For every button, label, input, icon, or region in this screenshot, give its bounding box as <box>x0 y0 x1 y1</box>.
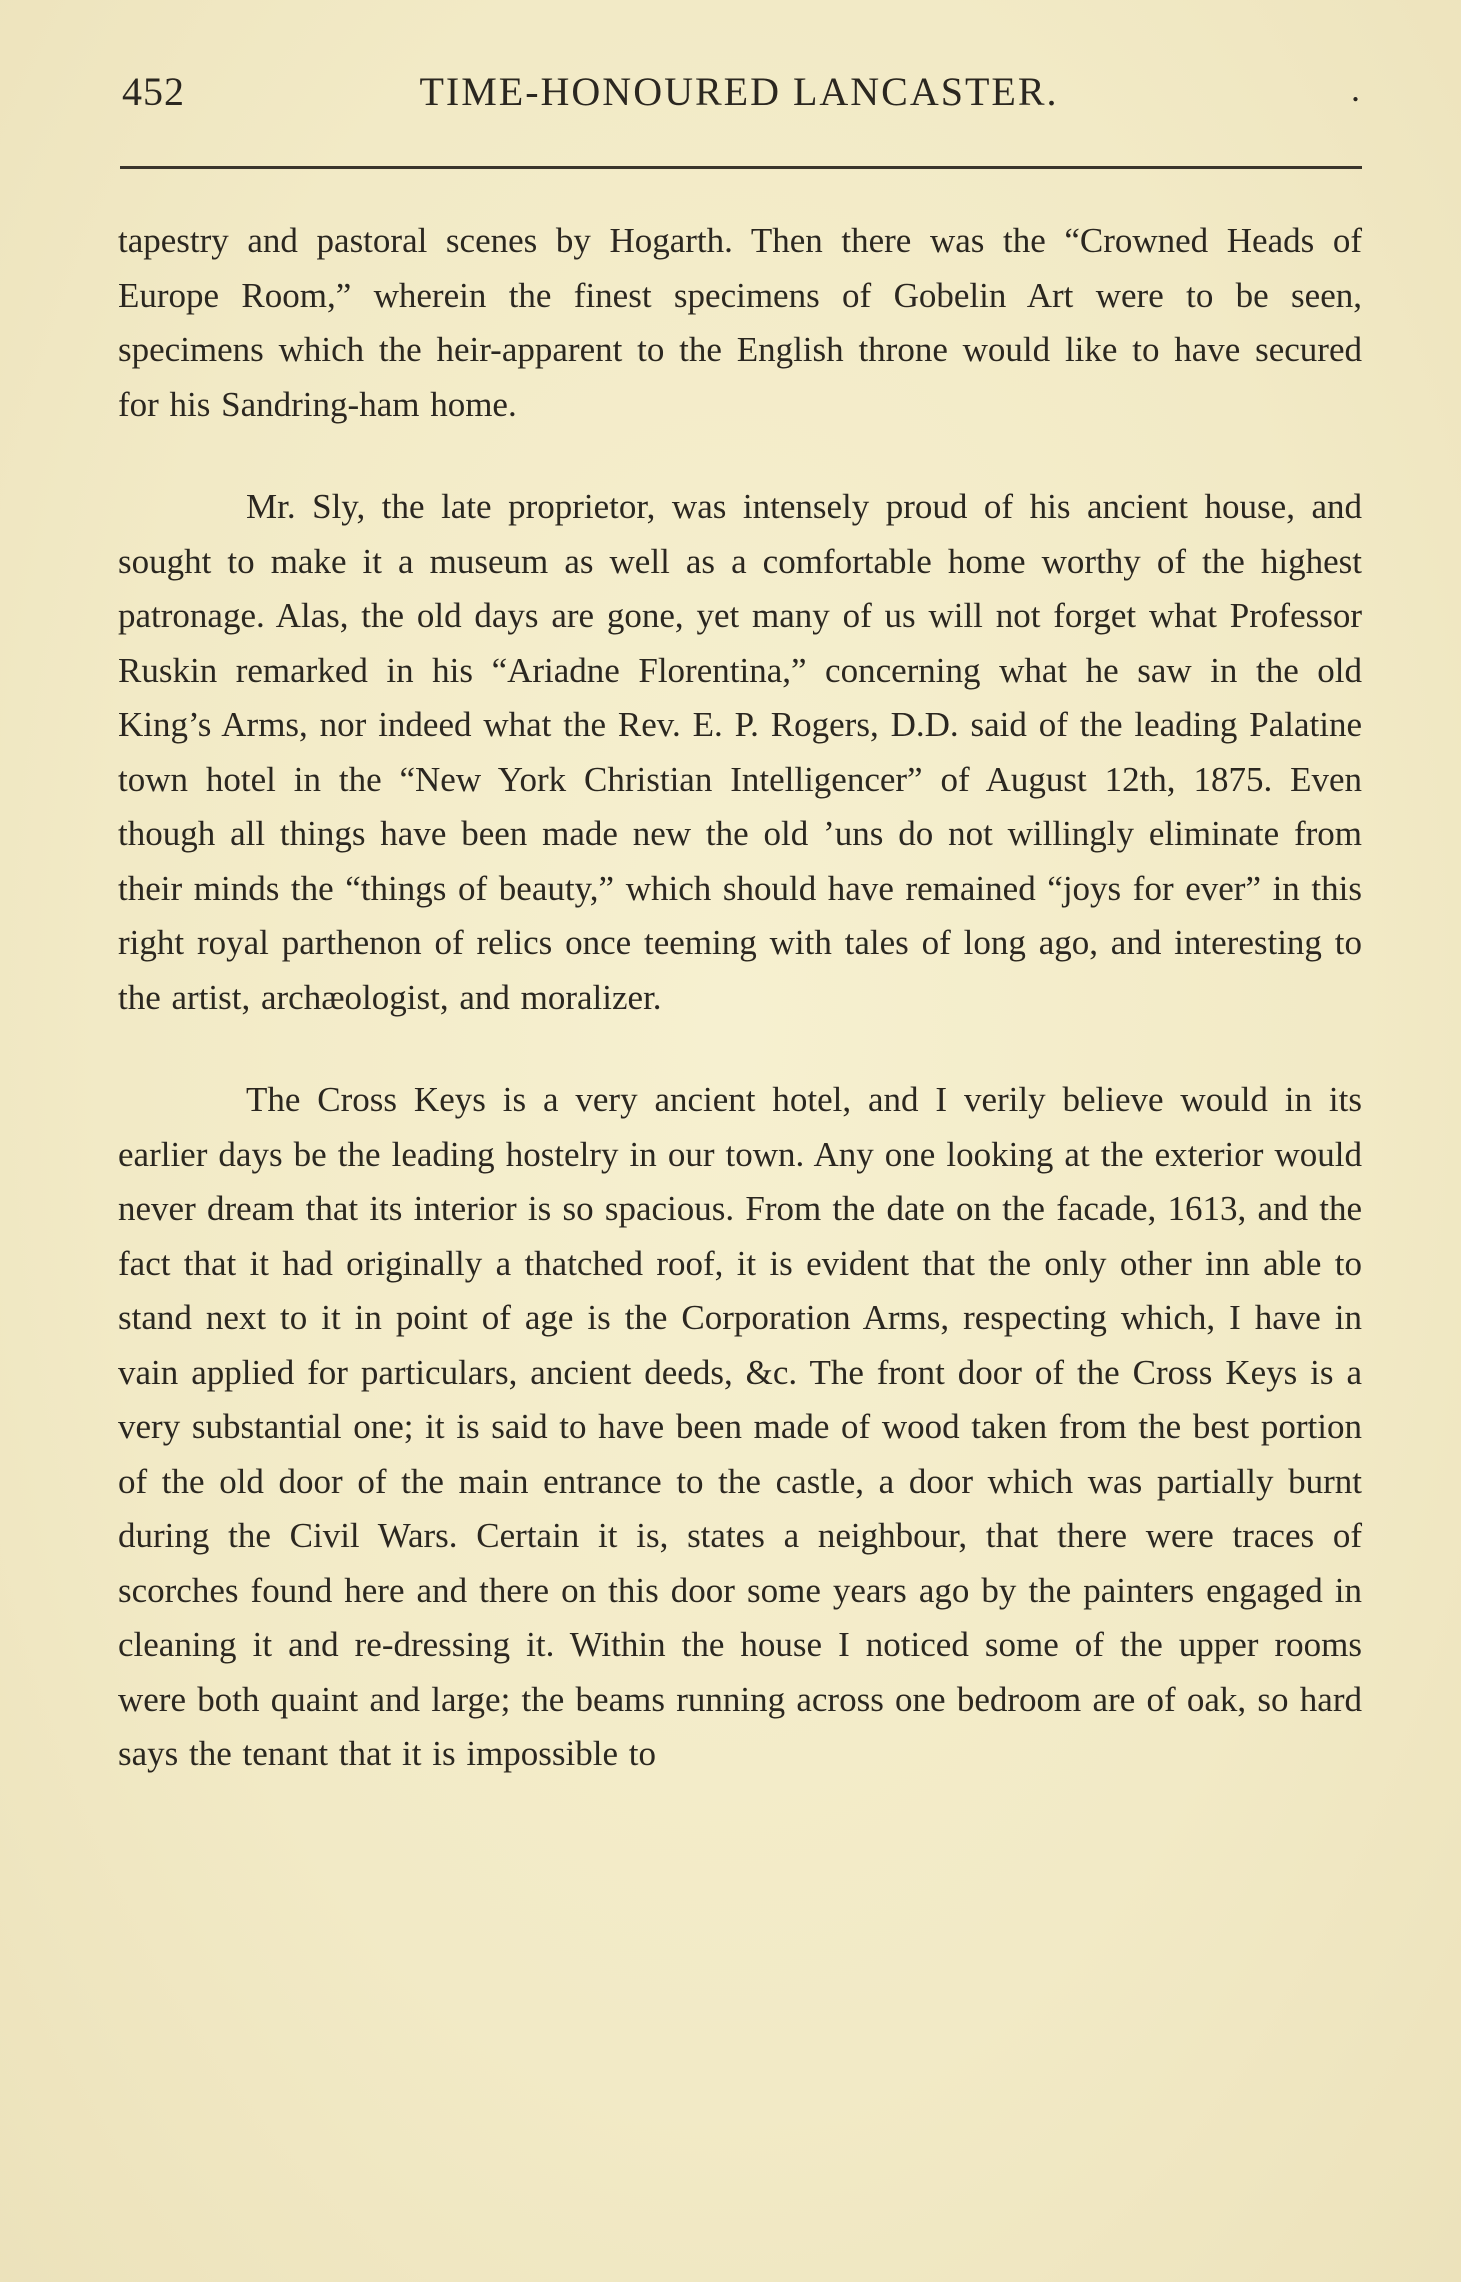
header-rule <box>120 166 1362 169</box>
running-title: TIME-HONOURED LANCASTER. <box>419 69 1059 114</box>
paragraph-tapestry: tapestry and pastoral scenes by Hogarth. Then there was the “Crowned Heads of Europe Room,” wherein the finest specimens of Gobelin Art were to be seen, specimens which the heir-apparent to the English throne would like to have secured for his Sandring-ham home. <box>118 221 1362 424</box>
page-header <box>118 62 1360 132</box>
paragraph-cross-keys: The Cross Keys is a very ancient hotel, and I verily believe would in its earlier days be the leading hostelry in our town. Any one looking at the exterior would never dream that its interior is so spacious. From the date on the facade, 1613, and the fact that it had originally a thatched roof, it is evident that the only other inn able to stand next to it in point of age is the Corporation Arms, respecting which, I have in vain applied for particulars, ancient deeds, &c. The front door of the Cross Keys is a very substantial one; it is said to have been made of wood taken from the best portion of the old door of the main entrance to the castle, a door which was partially burnt during the Civil Wars. Certain it is, states a neighbour, that there were traces of scorches found here and there on this door some years ago by the painters engaged in cleaning it and re-dressing it. Within the house I noticed some of the upper rooms were both quaint and large; the beams running across one bedroom are of oak, so hard says the tenant that it is impossible to <box>118 1080 1362 1773</box>
paragraph-mr-sly: Mr. Sly, the late proprietor, was intensely proud of his ancient house, and sought to make it a museum as well as a comfortable home worthy of the highest patronage. Alas, the old days are gone, yet many of us will not forget what Professor Ruskin remarked in his “Ariadne Florentina,” concerning what he saw in the old King’s Arms, nor indeed what the Rev. E. P. Rogers, D.D. said of the leading Palatine town hotel in the “New York Christian Intelligencer” of August 12th, 1875. Even though all things have been made new the old ’uns do not willingly eliminate from their minds the “things of beauty,” which should have remained “joys for ever” in this right royal parthenon of relics once teeming with tales of long ago, and interesting to the artist, archæologist, and moralizer. <box>118 487 1362 1017</box>
header-mark: . <box>1351 69 1360 109</box>
body-text <box>118 214 1362 1782</box>
page-number: 452 <box>122 69 185 114</box>
